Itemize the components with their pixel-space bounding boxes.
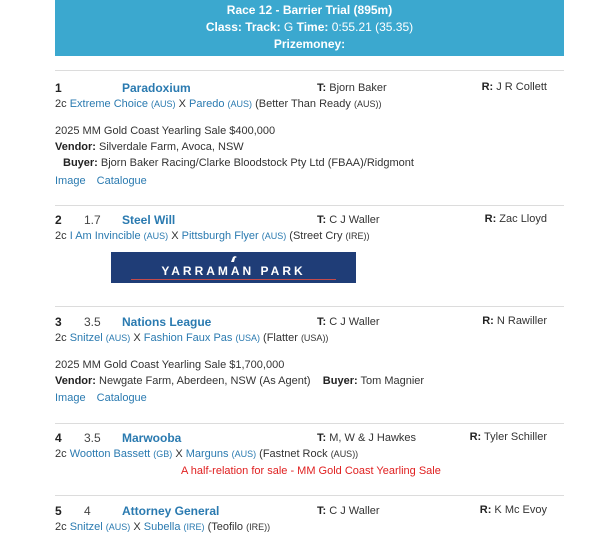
image-link[interactable]: Image — [55, 175, 86, 187]
horse-logo-icon — [230, 255, 238, 263]
trainer: T: C J Waller — [317, 214, 380, 226]
runner-links — [55, 175, 155, 187]
sire-link[interactable]: Snitzel — [69, 521, 103, 533]
dam-link[interactable]: Pittsburgh Flyer — [181, 230, 259, 242]
sale-notice-link[interactable]: A half-relation for sale - MM Gold Coast Yearling Sale — [181, 465, 441, 477]
sire-link[interactable]: Snitzel — [69, 332, 103, 344]
finish-position: 2 — [55, 213, 62, 227]
race-details: Class: Track: G Time: 0:55.21 (35.35) — [205, 20, 414, 34]
horse-name-link[interactable]: Nations League — [122, 315, 212, 329]
margin: 4 — [84, 504, 91, 518]
runner-links — [55, 392, 155, 404]
trainer: T: C J Waller — [317, 505, 380, 517]
finish-position: 4 — [55, 431, 62, 445]
sire-link[interactable]: Wootton Bassett — [69, 448, 151, 460]
pedigree: 2c Snitzel (AUS) X Subella (IRE) (Teofilo (IRE)) — [55, 521, 271, 533]
time-value: 0:55.21 (35.35) — [331, 20, 414, 34]
yarraman-park-banner[interactable] — [111, 252, 356, 283]
horse-name-link[interactable]: Attorney General — [122, 504, 220, 518]
sire-link[interactable]: I Am Invincible — [69, 230, 141, 242]
trainer: T: M, W & J Hawkes — [317, 432, 417, 444]
trainer: T: Bjorn Baker — [317, 82, 387, 94]
vendor-info: Vendor: Silverdale Farm, Avoca, NSW — [55, 141, 244, 153]
pedigree: 2c Extreme Choice (AUS) X Paredo (AUS) (Better Than Ready (AUS)) — [55, 98, 382, 110]
rider: R: N Rawiller — [482, 315, 547, 327]
rider: R: J R Collett — [481, 81, 547, 93]
divider — [55, 70, 564, 71]
pedigree: 2c Wootton Bassett (GB) X Marguns (AUS) (Fastnet Rock (AUS)) — [55, 448, 359, 460]
sale-info: 2025 MM Gold Coast Yearling Sale $400,000 — [55, 125, 276, 137]
dam-link[interactable]: Paredo — [188, 98, 225, 110]
horse-name-link[interactable]: Steel Will — [122, 213, 176, 227]
dam-link[interactable]: Subella — [143, 521, 181, 533]
finish-position: 3 — [55, 315, 62, 329]
sale-info: 2025 MM Gold Coast Yearling Sale $1,700,000 — [55, 359, 285, 371]
pedigree: 2c Snitzel (AUS) X Fashion Faux Pas (USA) (Flatter (USA)) — [55, 332, 329, 344]
race-header — [55, 0, 564, 56]
rider: R: Tyler Schiller — [469, 431, 547, 443]
margin: 1.7 — [84, 213, 101, 227]
divider — [55, 306, 564, 307]
trainer: T: C J Waller — [317, 316, 380, 328]
buyer-info: Buyer: Bjorn Baker Racing/Clarke Bloodstock Pty Ltd (FBAA)/Ridgmont — [63, 157, 414, 169]
divider — [55, 495, 564, 496]
rider: R: K Mc Evoy — [479, 504, 547, 516]
divider — [55, 423, 564, 424]
banner-rule — [131, 279, 336, 280]
dam-link[interactable]: Fashion Faux Pas — [143, 332, 233, 344]
prizemoney-label: Prizemoney: — [273, 37, 346, 51]
race-title: Race 12 - Barrier Trial (895m) — [226, 3, 393, 17]
banner-text: YARRAMAN PARK — [161, 264, 306, 278]
pedigree: 2c I Am Invincible (AUS) X Pittsburgh Flyer (AUS) (Street Cry (IRE)) — [55, 230, 370, 242]
image-link[interactable]: Image — [55, 392, 86, 404]
margin: 3.5 — [84, 315, 101, 329]
finish-position: 1 — [55, 81, 62, 95]
vendor-info: Vendor: Newgate Farm, Aberdeen, NSW (As Agent) Buyer: Tom Magnier — [55, 375, 425, 387]
track-value: G — [283, 20, 294, 34]
horse-name-link[interactable]: Marwooba — [122, 431, 182, 445]
horse-name-link[interactable]: Paradoxium — [122, 81, 191, 95]
sire-link[interactable]: Extreme Choice — [69, 98, 148, 110]
margin: 3.5 — [84, 431, 101, 445]
catalogue-link[interactable]: Catalogue — [96, 392, 147, 404]
rider: R: Zac Lloyd — [484, 213, 547, 225]
divider — [55, 205, 564, 206]
finish-position: 5 — [55, 504, 62, 518]
dam-link[interactable]: Marguns — [185, 448, 229, 460]
catalogue-link[interactable]: Catalogue — [96, 175, 147, 187]
